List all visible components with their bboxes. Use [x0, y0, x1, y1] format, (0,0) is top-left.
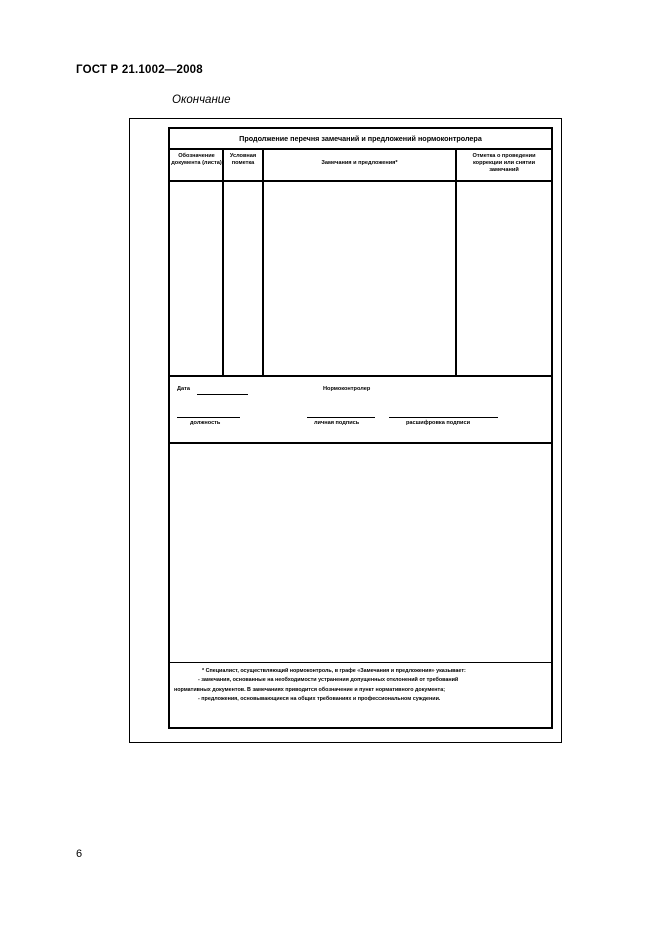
page-number: 6 — [76, 848, 83, 860]
footnote-line: нормативных документов. В замечаниях приводится обозначение и пункт нормативного документа; — [174, 686, 445, 693]
position-line — [177, 417, 240, 418]
position-caption: должность — [190, 420, 221, 426]
column-header-designation: Обозначение документа (листа) — [171, 153, 222, 166]
column-divider-3 — [455, 150, 457, 376]
footnote-divider — [170, 662, 551, 663]
form-title: Продолжение перечня замечаний и предложений нормоконтролера — [170, 129, 551, 150]
footnote-line: - предложения, основывающиеся на общих требованиях и профессиональном суждении. — [198, 696, 441, 703]
footnote-line: * Специалист, осуществляющий нормоконтроль, в графе «Замечания и предложения» указывает: — [202, 668, 466, 674]
controller-label: Нормоконтролер — [323, 386, 371, 392]
column-divider-2 — [262, 150, 264, 376]
decode-line — [389, 417, 498, 418]
footnote-line: - замечания, основанные на необходимости устранения допущенных отклонений от требований — [198, 677, 459, 684]
signature-line — [307, 417, 375, 418]
column-divider-1 — [222, 150, 224, 376]
column-header-remarks: Замечания и предложения* — [321, 160, 398, 166]
section-divider-notes — [170, 442, 551, 444]
footnote — [174, 667, 546, 705]
date-line — [197, 394, 248, 395]
section-label: Окончание — [172, 94, 231, 106]
form-frame — [168, 127, 553, 729]
date-label: Дата — [177, 386, 190, 392]
column-header-mark: Условная пометка — [229, 153, 257, 166]
section-divider-signature — [170, 375, 551, 377]
signature-caption: личная подпись — [314, 420, 360, 426]
decode-caption: расшифровка подписи — [406, 420, 471, 426]
document-code: ГОСТ Р 21.1002—2008 — [76, 64, 203, 76]
column-header-correction: Отметка о проведении коррекции или снятии замечаний — [472, 153, 536, 173]
